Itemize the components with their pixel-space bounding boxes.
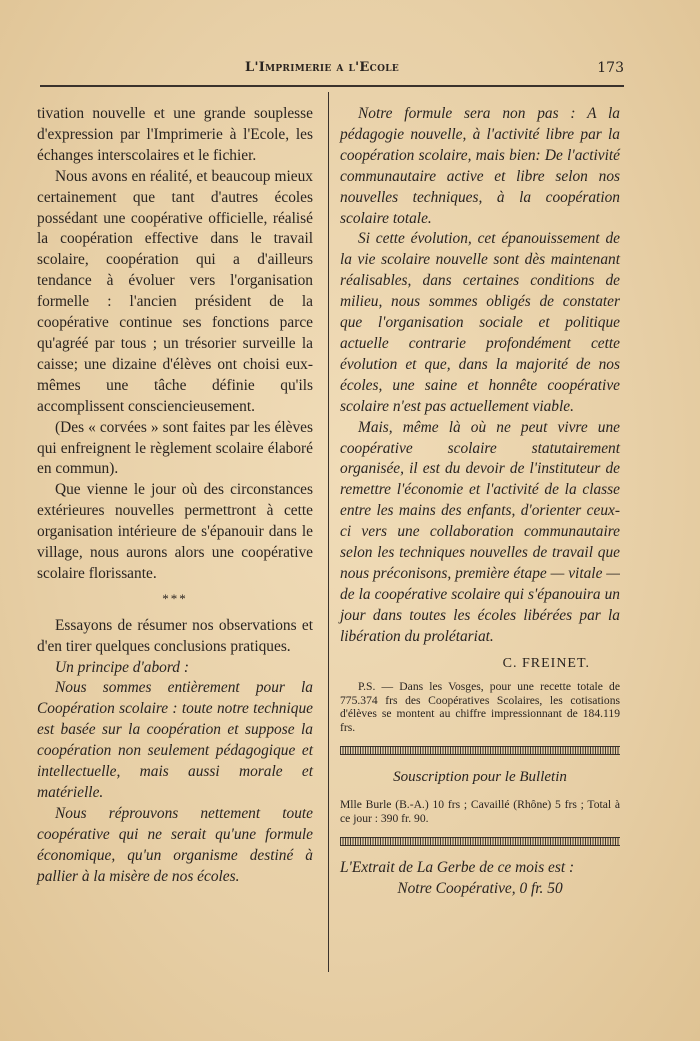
paragraph: Si cette évolution, cet épanouissement de la vie scolaire nouvelle sont dès maintenant réalisables, dans certaines conditions de milieu, nous sommes obligés de constater que l'organisation sociale et politique actuelle contrarie profondément cette évolution et que, dans la majorité de nos écoles, une saine et honnête coopérative scolaire n'est pas actuellement viable. xyxy=(340,230,620,415)
signature: C. FREINET. xyxy=(502,655,590,671)
section-separator: *** xyxy=(162,590,188,606)
paragraph: Un principe d'abord : xyxy=(55,658,189,676)
paragraph: Que vienne le jour où des circonstances extérieures nouvelles permettront à cette organisation intérieure de s'épanouir dans le village, nous aurons alors une coopérative scolaire florissante. xyxy=(37,481,313,582)
subscription-title: Souscription pour le Bulletin xyxy=(393,769,567,786)
page-header xyxy=(40,60,624,82)
paragraph: Nous réprouvons nettement toute coopérative qui ne serait qu'une formule économique, qu'un organisme destiné à pallier à la misère de nos écoles. xyxy=(37,804,313,885)
page-number: 173 xyxy=(597,60,624,76)
column-divider xyxy=(328,92,329,972)
postscript: P.S. — Dans les Vosges, pour une recette totale de 775.374 frs des Coopératives Scolaires, les cotisations d'élèves se montent au chiffre impressionnant de 184.119 frs. xyxy=(340,680,620,734)
paragraph: Notre formule sera non pas : A la pédagogie nouvelle, à l'activité libre par la coopération scolaire, mais bien: De l'activité communautaire active et libre selon nos nouvelles techniques, à la coopération scolaire totale. xyxy=(340,105,620,227)
right-column xyxy=(340,104,620,900)
ornamental-rule xyxy=(340,746,620,755)
paragraph: Nous avons en réalité, et beaucoup mieux certainement que tant d'autres écoles possédant une coopérative officielle, réalisé la coopération effective dans le travail scolaire, coopération qui a d'ailleurs tendance à évoluer vers l'organisation formelle : l'ancien président de la coopérative continue ses fonctions parce qu'agréé par tous ; un trésorier surveille la caisse; une dizaine d'élèves ont choisi eux-mêmes une tâche définie qu'ils accomplissent consciencieusement. xyxy=(37,167,313,415)
subscription-text: Mlle Burle (B.-A.) 10 frs ; Cavaillé (Rhône) 5 frs ; Total à ce jour : 390 fr. 90. xyxy=(340,798,620,825)
running-title: L'Imprimerie a l'Ecole xyxy=(245,60,400,75)
header-rule xyxy=(40,85,624,87)
paragraph: tivation nouvelle et une grande souplesse d'expression par l'Imprimerie à l'Ecole, les échanges interscolaires et le fichier. xyxy=(37,105,313,164)
extract-title: Notre Coopérative, 0 fr. 50 xyxy=(397,880,563,898)
paragraph: (Des « corvées » sont faites par les élèves qui enfreignent le règlement scolaire élaboré en commun). xyxy=(37,418,313,478)
paragraph: Mais, même là où ne peut vivre une coopérative scolaire statutairement organisée, il est du devoir de l'instituteur de remettre l'économie et l'activité de la classe entre les mains des enfants, d'orienter ceux-ci vers une collaboration communautaire selon les techniques nouvelles de travail que nous préconisons, première étape — vitale — de la coopérative scolaire qui s'épanouira un jour dans toutes les écoles libérées par la libération du prolétariat. xyxy=(340,418,620,645)
paragraph: Essayons de résumer nos observations et d'en tirer quelques conclusions pratiques. xyxy=(37,616,313,655)
extract-line: L'Extrait de La Gerbe de ce mois est : xyxy=(340,859,575,877)
left-column xyxy=(37,104,313,888)
ornamental-rule xyxy=(340,837,620,846)
paragraph: Nous sommes entièrement pour la Coopération scolaire : toute notre technique est basée sur la coopération et suppose la coopération non seulement pédagogique et intellectuelle, mais aussi morale et matérielle. xyxy=(37,679,313,801)
